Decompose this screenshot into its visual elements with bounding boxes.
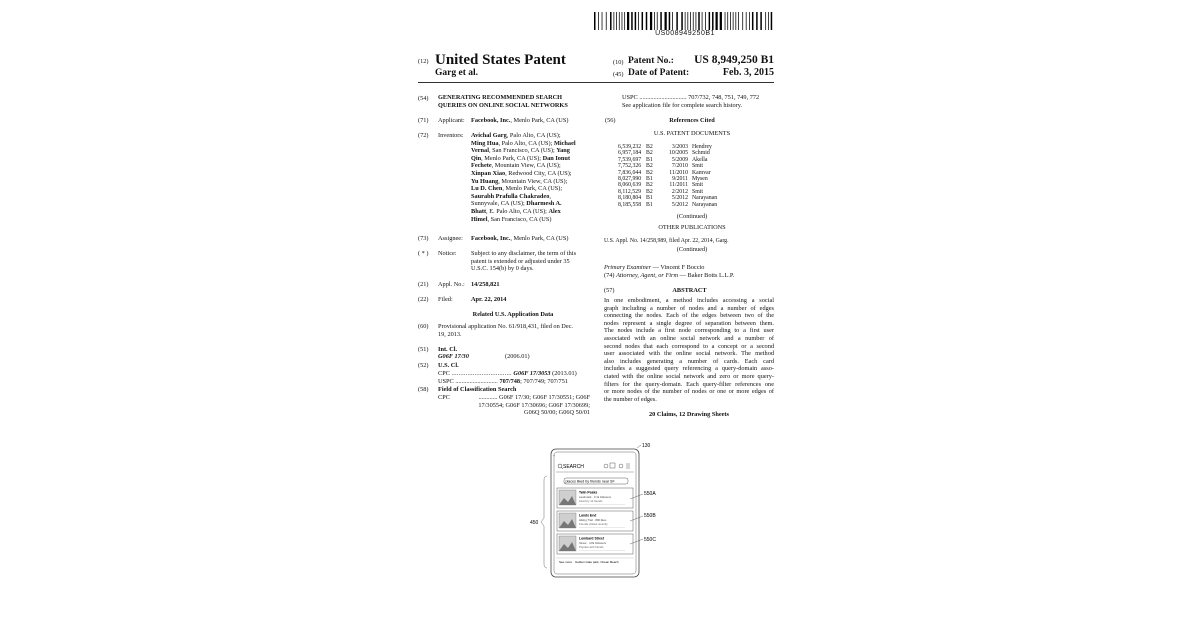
notice-label: Notice: <box>438 250 457 257</box>
card-meta: Friends visited recently <box>579 522 608 526</box>
barcode-bar <box>687 12 688 30</box>
abstract-line: second nodes that each correspond to a concept or a second <box>604 342 774 350</box>
barcode-bar <box>698 12 700 30</box>
appl-no-value: 14/258,821 <box>471 281 500 288</box>
ref-550b: 550B <box>644 513 656 519</box>
abstract-line: connecting the nodes. Each of the edges between two of the <box>604 312 774 320</box>
us-cl-label: U.S. Cl. <box>438 362 459 369</box>
query-chip-text: places liked by friends near SF <box>565 479 615 484</box>
barcode-bar <box>602 12 603 30</box>
notifications-icon <box>619 464 623 468</box>
barcode-bar <box>627 12 629 30</box>
field-51-tag: (51) <box>418 346 429 353</box>
barcode-bar <box>681 12 683 30</box>
card-subtitle: Landmark · 3.1k followers <box>579 495 612 499</box>
citation-row: 7,539,697 B1 5/2009 Akella <box>618 156 708 163</box>
barcode-bar <box>638 12 639 30</box>
abstract-line: also includes generating a number of cards. Each card <box>604 357 774 365</box>
ref-550a: 550A <box>644 491 656 497</box>
patent-number: US 8,949,250 B1 <box>694 54 774 66</box>
continued-2: (Continued) <box>676 246 708 253</box>
barcode-bar <box>594 12 596 30</box>
barcode-bar <box>642 12 644 30</box>
applicant-value: Facebook, Inc., Menlo Park, CA (US) <box>471 117 569 124</box>
abstract-line: filters for the query-domain. Each query-filter references one <box>604 380 774 388</box>
barcode-bar <box>676 12 678 30</box>
field-22-tag: (22) <box>418 296 429 303</box>
abstract-line: graph including a number of nodes and a number of edges <box>604 304 774 312</box>
date-label: Date of Patent: <box>628 68 690 78</box>
field-56-tag: (56) <box>605 117 616 124</box>
card-title: Twin Peaks <box>579 490 598 495</box>
patent-date: Feb. 3, 2015 <box>722 67 774 78</box>
footer-label: See more <box>559 560 573 564</box>
card-meta: Popular with friends <box>579 545 604 549</box>
barcode-bar <box>765 12 766 30</box>
citation-row: 7,752,326 B2 7/2010 Smit <box>618 163 703 170</box>
inventor-line: Bhatt, E. Palo Alto, CA (US); Alex <box>471 207 561 215</box>
barcode-bar <box>752 12 754 30</box>
barcode-bar <box>622 12 623 30</box>
examiner-line: Primary Examiner — Vincent F Boccio <box>604 264 705 271</box>
ref-550c: 550C <box>644 537 656 543</box>
barcode-bar <box>709 12 711 30</box>
barcode-bar <box>738 12 739 30</box>
provisional-text: Provisional application No. 61/918,431, filed on Dec. 19, 2013. <box>438 323 574 338</box>
abstract-line: The nodes include a first node corresponding to a first user <box>604 327 774 335</box>
assignee-label: Assignee: <box>438 235 463 242</box>
field-71-tag: (71) <box>418 117 429 124</box>
friends-icon <box>604 464 608 468</box>
citation-row: 7,836,044 B2 11/2010 Kamvar <box>618 169 711 176</box>
abstract-line: the number of edges. <box>604 395 657 403</box>
other-publications-heading: OTHER PUBLICATIONS <box>658 224 726 231</box>
related-heading: Related U.S. Application Data <box>472 311 554 318</box>
barcode-bar <box>669 12 671 30</box>
inventor-line: Sunnyvale, CA (US); Dharmesh A. <box>471 200 562 208</box>
field-60-tag: (60) <box>418 323 429 330</box>
abstract-line: associated with an online social network and a number of <box>604 334 774 342</box>
patent-figure <box>520 440 670 582</box>
card-title: Lands End <box>579 513 597 518</box>
card-meta: Liked by 12 friends <box>579 499 603 503</box>
abstract-text <box>604 297 774 403</box>
barcode-bar <box>712 12 714 30</box>
barcode-bar <box>705 12 706 30</box>
tag-10: (10) <box>613 59 624 66</box>
footer-text: Golden Gate park, Ocean Beach <box>575 560 619 564</box>
doc-type: United States Patent <box>435 52 566 68</box>
abstract-tag: (57) <box>604 287 615 294</box>
field-search-label: Field of Classification Search <box>438 386 517 393</box>
search-label: SEARCH <box>563 464 584 470</box>
tag-45: (45) <box>613 71 624 78</box>
barcode-bar <box>685 12 686 30</box>
inventor-line: Lu D. Chen, Menlo Park, CA (US); <box>471 185 563 193</box>
filed-value: Apr. 22, 2014 <box>471 296 507 303</box>
applicant-label: Applicant: <box>438 117 465 124</box>
notice-tag: ( * ) <box>418 250 429 257</box>
barcode-bar <box>624 12 625 30</box>
assignee-value: Facebook, Inc., Menlo Park, CA (US) <box>471 235 569 242</box>
barcode-bar <box>619 12 620 30</box>
notice-text: Subject to any disclaimer, the term of this patent is extended or adjusted under 35 U.S.C. 154(b) by 0 days. <box>471 250 577 273</box>
barcode-bar <box>733 12 734 30</box>
appl-no-label: Appl. No.: <box>438 281 465 288</box>
card-title: Lombard Street <box>579 536 605 541</box>
cpc-line: CPC .................................. G06F 17/3053 (2013.01) <box>438 370 577 377</box>
filed-label: Filed: <box>438 296 453 303</box>
messages-icon <box>610 463 615 468</box>
see-application: See application file for complete search history. <box>622 102 743 109</box>
continued-1: (Continued) <box>676 213 708 220</box>
barcode-bar <box>696 12 697 30</box>
inventor-line: Fechete, Mountain View, CA (US); <box>471 162 561 170</box>
barcode-bar <box>646 12 648 30</box>
barcode-bar <box>657 12 658 30</box>
barcode-bar <box>616 12 617 30</box>
inventor-line: Vernal, San Francisco, CA (US); Yang <box>471 147 570 155</box>
uspc-line: USPC ........................... 707/748; 707/749; 707/751 <box>438 378 569 385</box>
field-search-codes: ............ G06F 17/30; G06F 17/30551; G06F 17/30554; G06F 17/30696; G06F 17/30699; G06Q 50/00; G06Q 50/01 <box>478 394 590 417</box>
barcode-bar <box>665 12 667 30</box>
field-58-tag: (58) <box>418 386 429 393</box>
abstract-line: or more nodes of the number of nodes or one or more edges of <box>604 388 774 396</box>
field-72-tag: (72) <box>418 132 429 139</box>
inventor-line: Yu Huang, Mountain View, CA (US); <box>471 177 568 185</box>
barcode-bar <box>610 12 612 30</box>
inventor-line: Himel, San Francisco, CA (US) <box>471 215 552 223</box>
barcode-bar <box>727 12 728 30</box>
barcode-bar <box>756 12 758 30</box>
card-subtitle: Hiking Trail · 890 likes <box>579 518 607 522</box>
int-cl-date: (2006.01) <box>505 353 530 360</box>
inventor-line: Avichal Garg, Palo Alto, CA (US); <box>471 132 561 139</box>
barcode-bar <box>768 12 769 30</box>
abstract-line: includes a suggested query referencing a query-domain asso- <box>604 365 774 373</box>
citation-row: 8,060,639 B2 11/2011 Smit <box>618 182 703 189</box>
inventor-line: Xinpan Xiao, Redwood City, CA (US); <box>471 169 572 177</box>
barcode-bar <box>631 12 633 30</box>
barcode-bar <box>660 12 662 30</box>
card-subtitle: Street · 4.8k followers <box>579 541 607 545</box>
field-52-tag: (52) <box>418 362 429 369</box>
field-21-tag: (21) <box>418 281 429 288</box>
barcode-bar <box>735 12 736 30</box>
us-docs-heading: U.S. PATENT DOCUMENTS <box>653 130 731 137</box>
barcode-bar <box>690 12 691 30</box>
inventor-line: Ming Hua, Palo Alto, CA (US); Michael <box>471 139 576 147</box>
other-publication: U.S. Appl. No. 14/258,989, filed Apr. 22, 2014, Garg. <box>604 238 729 244</box>
header-rule <box>418 82 774 83</box>
abstract-line: nodes represent a single degree of separation between them. <box>604 319 774 327</box>
citation-row: 8,185,558 B1 5/2012 Narayanan <box>618 201 718 208</box>
inventor-line: Qin, Menlo Park, CA (US); Dan Ionut <box>471 154 571 162</box>
inventor-short: Garg et al. <box>435 68 479 78</box>
field-54-tag: (54) <box>418 95 429 102</box>
inventor-line: Saurabh Prafulla Chakradeo, <box>471 192 551 200</box>
barcode-bar <box>614 12 615 30</box>
barcode-bar <box>730 12 731 30</box>
barcode-bar <box>702 12 703 30</box>
int-cl-label: Int. Cl. <box>438 346 458 353</box>
claims-summary: 20 Claims, 12 Drawing Sheets <box>649 411 729 418</box>
abstract-line: ciated with the online social network and zero or more query- <box>604 372 774 380</box>
patent-no-label: Patent No.: <box>628 56 674 66</box>
citation-row: 6,539,232 B2 3/2003 Hendrey <box>618 144 712 150</box>
patent-title: GENERATING RECOMMENDED SEARCH QUERIES ON ONLINE SOCIAL NETWORKS <box>438 94 568 109</box>
barcode-bar <box>771 12 773 30</box>
barcode-bar <box>672 12 673 30</box>
field-73-tag: (73) <box>418 235 429 242</box>
barcode-bar <box>654 12 655 30</box>
int-cl-code: G06F 17/30 <box>438 353 469 360</box>
barcode-bar <box>746 12 747 30</box>
inventors-list <box>471 132 591 223</box>
barcode-bar <box>606 12 607 30</box>
citation-row: 8,027,990 B1 9/2011 Mysen <box>618 175 708 182</box>
citation-row: 6,957,184 B2 10/2005 Schmid <box>618 150 710 157</box>
barcode-bar <box>716 12 718 30</box>
field-search-cpc-label: CPC <box>438 394 450 401</box>
barcode-bar <box>720 12 722 30</box>
barcode-bar <box>725 12 726 30</box>
barcode-bar <box>635 12 637 30</box>
abstract-heading: ABSTRACT <box>672 287 707 294</box>
barcode-bar <box>760 12 762 30</box>
barcode-number: US008949250B1 <box>655 30 715 37</box>
citation-row: 8,180,804 B1 5/2012 Narayanan <box>618 195 718 202</box>
barcode-bar <box>742 12 743 30</box>
references-heading: References Cited <box>669 117 715 124</box>
barcode-bar <box>749 12 750 30</box>
barcode-bar <box>693 12 694 30</box>
uspc-search-line: USPC .............................. 707/732, 748, 751, 749, 772 <box>622 94 760 101</box>
tag-12: (12) <box>418 58 429 65</box>
search-icon <box>558 464 562 468</box>
barcode-bar <box>650 12 652 30</box>
ref-450-bracket <box>541 476 547 568</box>
inventors-label: Inventors: <box>438 132 464 139</box>
barcode-bar <box>598 12 599 30</box>
citation-row: 8,112,529 B2 2/2012 Smit <box>618 188 703 195</box>
abstract-line: In one embodiment, a method includes accessing a social <box>604 297 774 304</box>
ref-130: 130 <box>642 443 651 449</box>
attorney-line: (74) Attorney, Agent, or Firm — Baker Botts L.L.P. <box>604 272 735 279</box>
ref-450: 450 <box>530 520 539 526</box>
abstract-line: user associated with the online social network. The method <box>604 350 774 358</box>
citation-table <box>618 144 738 208</box>
